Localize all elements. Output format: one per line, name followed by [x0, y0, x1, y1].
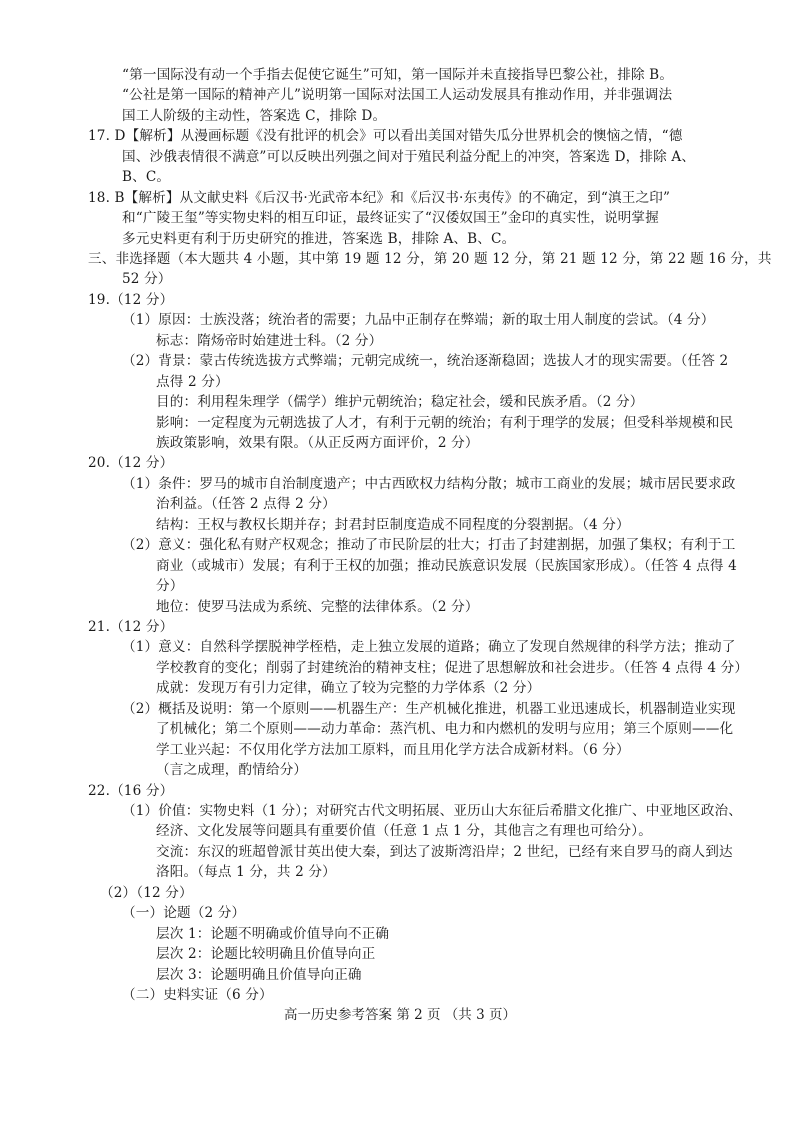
text-line: 成就：发现万有引力定律，确立了较为完整的力学体系（2 分） — [156, 680, 541, 697]
text-line: （二）史料实证（6 分） — [122, 987, 273, 1003]
text-line: 治利益。（任答 2 点得 2 分） — [156, 496, 336, 513]
text-line: （2）背景：蒙古传统选拔方式弊端；元朝完成统一，统治逐渐稳固；选拔人才的现实需要。（任答 2 — [122, 353, 729, 370]
text-line: 洛阳。（每点 1 分，共 2 分） — [156, 864, 336, 881]
text-line: （2）概括及说明：第一个原则——机器生产：生产机械化推进，机器工业迅速成长，机器制造业实现 — [122, 700, 736, 717]
text-line: 多元史料更有利于历史研究的推进，答案选 B，排除 A、B、C。 — [122, 230, 516, 247]
question-number: 20.（12 分） — [88, 455, 174, 472]
text-line: 52 分） — [122, 271, 172, 288]
text-line: 层次 2：论题比较明确且价值导向正 — [156, 946, 376, 963]
text-line: 层次 1：论题不明确或价值导向不正确 — [156, 925, 390, 942]
question-number: 19.（12 分） — [88, 291, 174, 308]
text-line: 交流：东汉的班超曾派甘英出使大秦，到达了波斯湾沿岸；2 世纪，已经有来自罗马的商人到达 — [156, 843, 733, 860]
text-line: B、C。 — [122, 169, 171, 186]
text-line: 经济、文化发展等问题具有重要价值（任意 1 点 1 分，其他言之有理也可给分）。 — [156, 823, 652, 840]
text-line: （1）价值：实物史料（1 分）；对研究古代文明拓展、亚历山大东征后希腊文化推广、中亚地区政治、 — [122, 803, 742, 819]
text-line: （言之成理，酌情给分） — [156, 762, 308, 779]
text-line: 学工业兴起：不仅用化学方法加工原料，而且用化学方法合成新材料。（6 分） — [156, 741, 630, 758]
text-line: （1）意义：自然科学摆脱神学桎梏，走上独立发展的道路；确立了发现自然规律的科学方法；推动了 — [122, 639, 736, 656]
text-line: “第一国际没有动一个手指去促使它诞生”可知，第一国际并未直接指导巴黎公社，排除 B。 — [122, 67, 674, 83]
text-line: 标志：隋炀帝时始建进士科。（2 分） — [156, 332, 383, 349]
text-line: 分） — [156, 578, 184, 595]
text-line: （2）（12 分） — [100, 884, 193, 901]
section-heading: 三、非选择题（本大题共 4 小题，其中第 19 题 12 分，第 20 题 12 分，第 21 题 12 分，第 22 题 16 分，共 — [88, 251, 772, 267]
text-line: 地位：使罗马法成为系统、完整的法律体系。（2 分） — [156, 598, 479, 615]
text-line: （1）原因：士族没落；统治者的需要；九品中正制存在弊端；新的取士用人制度的尝试。（4 分） — [122, 312, 715, 329]
text-line: （一）论题（2 分） — [122, 905, 246, 922]
text-line: 了机械化；第二个原则——动力革命：蒸汽机、电力和内燃机的发明与应用；第三个原则——化 — [156, 721, 734, 738]
text-line: 影响：一定程度为元朝选拔了人才，有利于元朝的统治；有利于理学的发展；但受科举规模和民 — [156, 414, 734, 431]
text-line: 点得 2 分） — [156, 373, 229, 390]
question-number: 21.（12 分） — [88, 619, 174, 635]
text-line: 17. D【解析】从漫画标题《没有批评的机会》可以看出美国对错失瓜分世界机会的懊恼之情，“德 — [88, 128, 683, 145]
text-line: 族政策影响，效果有限。（从正反两方面评价，2 分） — [156, 435, 479, 451]
text-line: 学校教育的变化；削弱了封建统治的精神支柱；促进了思想解放和社会进步。（任答 4 点得 4 分） — [156, 659, 749, 676]
text-line: 目的：利用程朱理学（儒学）维护元朝统治；稳定社会，缓和民族矛盾。（2 分） — [156, 394, 644, 411]
question-number: 22.（16 分） — [88, 782, 174, 799]
text-line: 和“广陵王玺”等实物史料的相互印证，最终证实了“汉倭奴国王”金印的真实性，说明掌握 — [122, 210, 659, 227]
page-footer: 高一历史参考答案 第 2 页 （共 3 页） — [284, 1007, 516, 1023]
text-line: 结构：王权与教权长期并存；封君封臣制度造成不同程度的分裂割据。（4 分） — [156, 516, 630, 533]
text-line: 商业（或城市）发展；有利于王权的加强；推动民族意识发展（民族国家形成）。（任答 4 点得 4 — [156, 557, 737, 574]
text-line: （2）意义：强化私有财产权观念；推动了市民阶层的壮大；打击了封建割据，加强了集权；有利于工 — [122, 537, 736, 554]
text-line: “公社是第一国际的精神产儿”说明第一国际对法国工人运动发展具有推动作用，并非强调法 — [122, 87, 673, 104]
text-line: 国、沙俄表情很不满意”可以反映出列强之间对于殖民利益分配上的冲突，答案选 D，排除 A、 — [122, 148, 696, 165]
text-line: 国工人阶级的主动性，答案选 C，排除 D。 — [122, 107, 387, 124]
text-line: （1）条件：罗马的城市自治制度遗产；中古西欧权力结构分散；城市工商业的发展；城市居民要求政 — [122, 475, 736, 492]
text-line: 18. B【解析】从文献史料《后汉书·光武帝本纪》和《后汉书·东夷传》的不确定，到“滇王之印” — [88, 189, 671, 206]
text-line: 层次 3：论题明确且价值导向正确 — [156, 966, 362, 983]
